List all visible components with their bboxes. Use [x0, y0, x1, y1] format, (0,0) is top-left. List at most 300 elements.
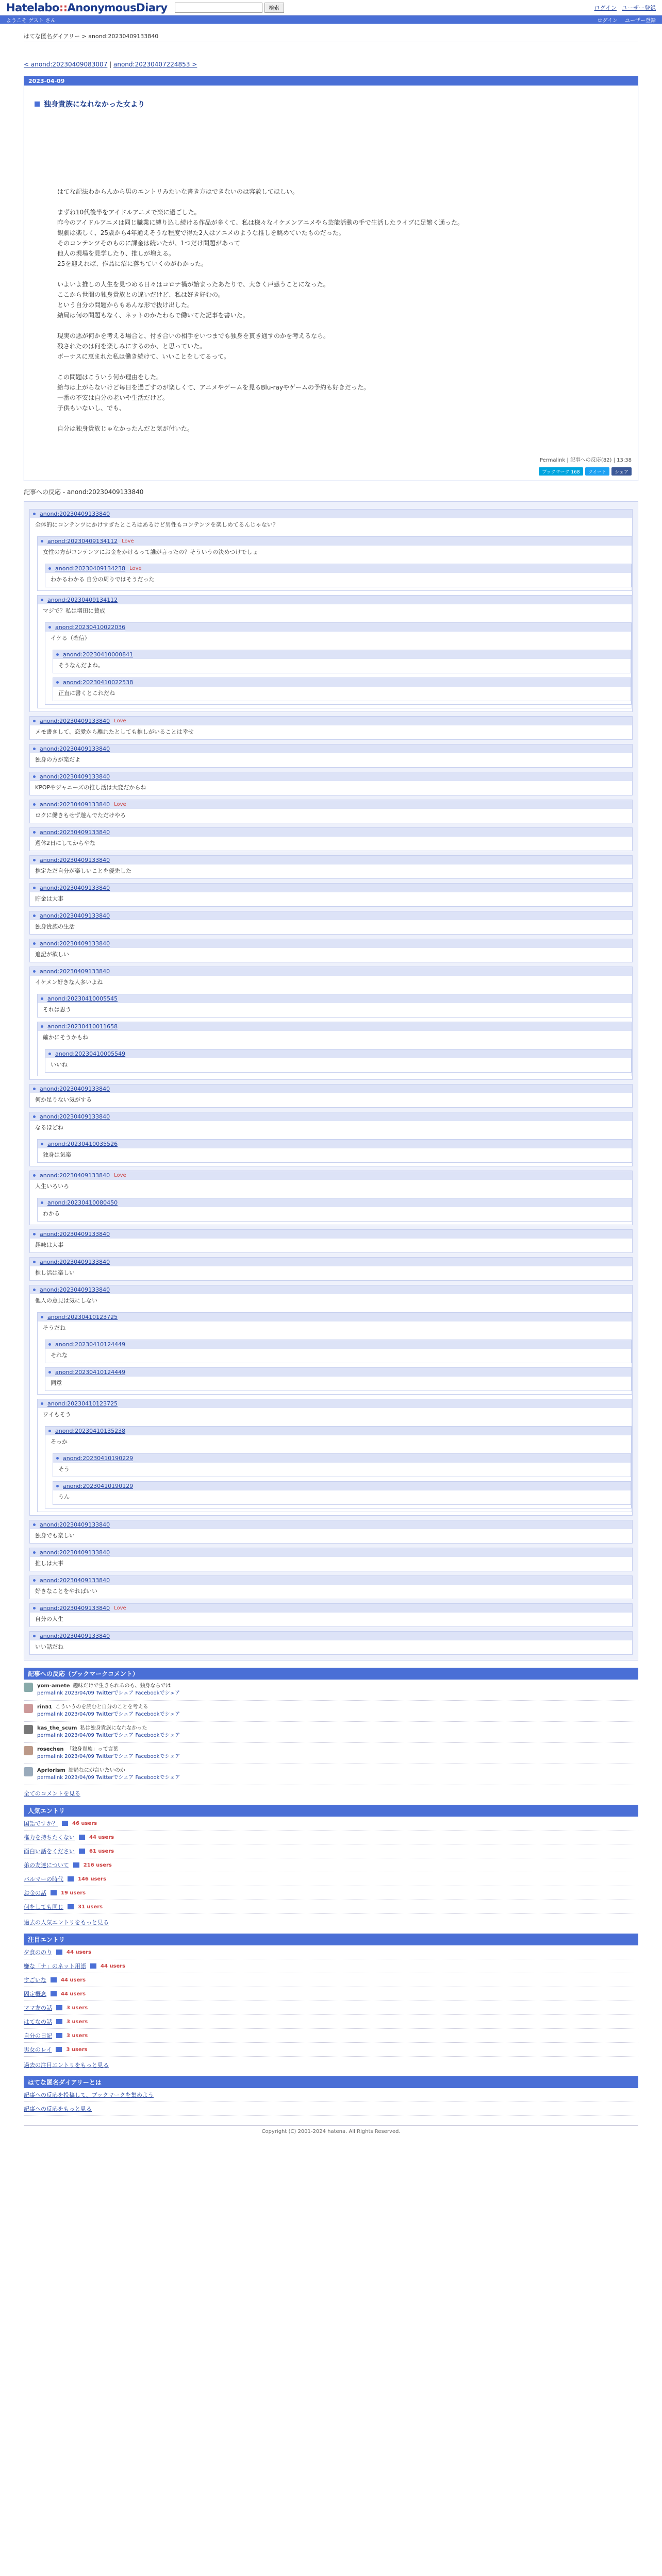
header-link-login[interactable]: ログイン — [594, 4, 617, 11]
comment-node — [29, 1631, 633, 1655]
comment-id-link[interactable]: anond:20230410011658 — [47, 1023, 118, 1030]
comment-text: マジで？私は増田に賛成 — [43, 607, 105, 614]
article-paragraph: はてな記法わからんから男のエントリみたいな書き方はできないのは容赦してほしい。 — [57, 188, 299, 195]
comment-text: 趣味は大事 — [35, 1242, 63, 1248]
bullet-icon — [33, 748, 36, 750]
article-paragraph: 結局は何の問題もなく、ネットのかたわらで働いてた記事を書いた。 — [57, 312, 249, 319]
hot-list-item — [24, 1973, 638, 1987]
faq-item-link[interactable]: 記事への反応を投稿して、ブックマークを集めよう — [24, 2092, 154, 2098]
bookmark-comment: こういうのを読むと自分のことを考える — [55, 1704, 148, 1710]
bullet-icon — [33, 1635, 36, 1637]
comment-node — [29, 883, 633, 907]
comment-text: 自分の人生 — [35, 1616, 63, 1622]
comment-text: イケメン好きな人多いよね — [35, 979, 103, 986]
paragraph-spacer — [57, 320, 627, 331]
bookmark-icon — [68, 1904, 74, 1909]
bookmark-user[interactable]: Apriorism — [37, 1768, 65, 1773]
comment-node — [29, 1285, 633, 1516]
comment-header — [30, 911, 632, 920]
bookmark-line — [37, 1746, 180, 1753]
users-count-badge[interactable]: 44 users — [101, 1963, 126, 1969]
users-count-badge[interactable]: 44 users — [61, 1991, 86, 1997]
bookmark-meta[interactable]: permalink 2023/04/09 Twitterでシェア Facebookでシェア — [37, 1775, 180, 1781]
hot-more — [24, 2061, 638, 2069]
comment-header — [45, 1368, 631, 1377]
comment-node — [37, 1139, 632, 1163]
users-count-badge[interactable]: 146 users — [78, 1876, 107, 1882]
bullet-icon — [56, 1485, 59, 1487]
comment-header — [45, 1049, 631, 1058]
header-links — [594, 4, 656, 12]
bookmark-user[interactable]: rin51 — [37, 1704, 53, 1710]
comment-id-link[interactable]: anond:20230409133840 — [40, 1113, 110, 1120]
users-count-badge[interactable]: 61 users — [89, 1848, 114, 1854]
hot-item-link[interactable]: すごいな — [24, 1977, 46, 1984]
bullet-icon — [33, 1289, 36, 1291]
bookmark-icon — [51, 1977, 57, 1982]
article-title[interactable] — [35, 99, 632, 109]
pager-next-link[interactable]: anond:20230407224853 > — [113, 61, 197, 68]
pager-prev-link[interactable]: < anond:20230409083007 — [24, 61, 108, 68]
comment-id-link[interactable]: anond:20230409134112 — [47, 538, 118, 545]
comment-text: 推定ただ自分が楽しいことを優先した — [35, 868, 131, 874]
comment-header — [38, 1022, 632, 1031]
comment-node — [37, 1312, 632, 1395]
comment-node — [29, 911, 633, 935]
bookmark-content — [37, 1683, 180, 1697]
bullet-icon — [56, 1457, 59, 1460]
comment-header — [38, 1198, 632, 1207]
comment-text: 推し活は楽しい — [35, 1269, 75, 1276]
comment-text: 人生いろいろ — [35, 1183, 69, 1190]
comment-id-link[interactable]: anond:20230409133840 — [40, 968, 110, 975]
bookmark-line — [37, 1767, 180, 1774]
comment-header — [38, 1399, 632, 1408]
logo-suffix: AnonymousDiary — [67, 1, 168, 14]
users-count-badge[interactable]: 3 users — [67, 2032, 88, 2039]
hot-list — [24, 1945, 638, 2057]
bullet-icon — [41, 997, 43, 1000]
comment-text: 何か足りない気がする — [35, 1096, 92, 1103]
hot-list-item — [24, 2043, 638, 2057]
love-badge[interactable]: Love — [114, 802, 126, 807]
comment-text: それは思う — [43, 1006, 71, 1013]
bookmark-icon — [79, 1849, 85, 1854]
comment-children — [38, 622, 632, 708]
comment-node — [29, 1171, 633, 1225]
comment-node — [37, 1198, 632, 1222]
tweet-share-button[interactable]: ツイート — [585, 467, 610, 476]
bookmark-user[interactable]: yom-amete — [37, 1683, 70, 1689]
comment-node — [37, 536, 632, 591]
love-badge[interactable]: Love — [114, 1173, 126, 1178]
hot-list-item — [24, 1959, 638, 1973]
hot-item-link[interactable]: 嫌な「ナ」のネット用語 — [24, 1963, 86, 1970]
bookmark-content — [37, 1746, 180, 1760]
hot-list-item — [24, 2015, 638, 2029]
comment-text: 独身は気楽 — [43, 1151, 71, 1158]
comment-id-link[interactable]: anond:20230409133840 — [40, 857, 110, 863]
article-paragraph: 自分は独身貴族じゃなかったんだと気が付いた。 — [57, 425, 194, 432]
article-paragraph: まずね10代後半をアイドルアニメで楽に過ごした。 — [57, 209, 201, 216]
article — [24, 76, 638, 481]
bookmark-comment: 趣味だけで生きられるのも、独身ならでは — [73, 1683, 171, 1689]
comment-node — [53, 650, 631, 673]
site-logo[interactable] — [6, 2, 168, 14]
users-count-badge[interactable]: 216 users — [83, 1862, 112, 1868]
comment-header — [38, 1313, 632, 1321]
popular-item-link[interactable]: 国語ですか？ — [24, 1820, 58, 1827]
love-badge[interactable]: Love — [114, 718, 126, 724]
bookmark-share-button[interactable]: ブックマーク 168 — [539, 467, 583, 476]
users-count-badge[interactable]: 3 users — [66, 2046, 88, 2053]
paragraph-spacer — [57, 269, 627, 279]
comment-header — [53, 1454, 631, 1463]
popular-item-link[interactable]: 権力を持ちたくない — [24, 1834, 75, 1841]
bookmarks-more-link[interactable]: 全てのコメントを見る — [24, 1790, 80, 1797]
search-input[interactable] — [175, 3, 262, 13]
bookmark-meta[interactable]: permalink 2023/04/09 Twitterでシェア Facebookでシェア — [37, 1690, 180, 1696]
comment-id-link[interactable]: anond:20230409133840 — [40, 829, 110, 836]
comment-id-link[interactable]: anond:20230410035526 — [47, 1141, 118, 1147]
comment-id-link[interactable]: anond:20230409133840 — [40, 1577, 110, 1584]
article-footer[interactable]: Permalink | 記事への反応(82) | 13:38 — [539, 457, 632, 463]
hot-heading: 注目エントリ — [24, 1934, 638, 1945]
popular-heading: 人気エントリ — [24, 1805, 638, 1817]
comment-node — [29, 1520, 633, 1544]
comment-id-link[interactable]: anond:20230409133840 — [40, 885, 110, 891]
comment-node — [29, 1229, 633, 1253]
article-paragraph: 昨今のアイドルアニメは同じ職業に縛り込し続ける作品が多くて、私は様々なイケメンアニメやら芸能活動の手で生活したライブに足繁く通った。 — [57, 219, 464, 226]
comment-children — [38, 1340, 632, 1394]
logo-text: Hatelabo — [6, 1, 59, 14]
comment-id-link[interactable]: anond:20230410135238 — [55, 1428, 126, 1434]
comment-node — [45, 1426, 632, 1509]
comment-text: わかる — [43, 1210, 60, 1217]
comment-header — [30, 967, 632, 976]
nav-link-register[interactable]: ユーザー登録 — [625, 18, 656, 24]
bullet-icon — [33, 513, 36, 515]
comment-children — [38, 1426, 632, 1512]
comment-id-link[interactable]: anond:20230409133840 — [40, 1549, 110, 1556]
comment-id-link[interactable]: anond:20230409133840 — [40, 1086, 110, 1092]
comment-id-link[interactable]: anond:20230410005549 — [55, 1050, 126, 1057]
comment-id-link[interactable]: anond:20230410190229 — [63, 1455, 134, 1462]
bookmark-icon — [56, 2033, 62, 2038]
love-badge[interactable]: Love — [129, 566, 142, 571]
comment-children — [30, 1312, 632, 1515]
comment-children — [45, 1453, 631, 1508]
bullet-icon — [33, 1174, 36, 1177]
comment-header — [45, 1427, 631, 1435]
hot-item-link[interactable]: はてなの話 — [24, 2019, 52, 2025]
comment-id-link[interactable]: anond:20230410123725 — [47, 1314, 118, 1320]
article-paragraph: 子供もいないし、でも、 — [57, 404, 126, 412]
comment-header — [30, 1285, 632, 1294]
bullet-icon — [33, 1523, 36, 1526]
bookmark-comment: 結局なにが言いたいのか — [68, 1768, 125, 1773]
comment-children — [38, 1049, 632, 1076]
faq-list-item — [24, 2102, 638, 2116]
comment-children — [30, 1139, 632, 1166]
comment-node — [37, 994, 632, 1018]
bookmark-meta[interactable]: permalink 2023/04/09 Twitterでシェア Facebookでシェア — [37, 1733, 180, 1738]
comment-text: わかるわかる 自分の周りではそうだった — [51, 576, 155, 583]
popular-item-link[interactable]: 面白い話をください — [24, 1848, 75, 1855]
bookmark-user[interactable]: kas_the_scum — [37, 1725, 77, 1731]
comment-header — [30, 884, 632, 892]
comment-id-link[interactable]: anond:20230410190129 — [63, 1483, 134, 1489]
bullet-icon — [48, 1430, 51, 1432]
bullet-icon — [41, 1402, 43, 1405]
article-paragraph: そのコンテンツそのものに課金は続いたが、1つだけ問題があって — [57, 240, 240, 247]
comment-id-link[interactable]: anond:20230409133840 — [40, 1172, 110, 1179]
comment-node — [37, 595, 632, 708]
bookmark-user[interactable]: rosechen — [37, 1747, 64, 1752]
hot-item-link[interactable]: 男女のレイ — [24, 2046, 52, 2053]
comment-id-link[interactable]: anond:20230409133840 — [40, 940, 110, 947]
paragraph-spacer — [57, 197, 627, 207]
bookmark-line — [37, 1725, 180, 1732]
bookmark-row — [24, 1722, 638, 1743]
bullet-icon — [33, 887, 36, 889]
bookmark-meta[interactable]: permalink 2023/04/09 Twitterでシェア Facebookでシェア — [37, 1754, 180, 1759]
bullet-icon — [48, 567, 51, 570]
hot-list-item — [24, 1945, 638, 1959]
bullet-icon — [41, 540, 43, 543]
comment-text: そうなんだよね。 — [58, 662, 104, 669]
comment-node — [53, 1481, 631, 1505]
comment-id-link[interactable]: anond:20230410123725 — [47, 1400, 118, 1407]
comment-node — [29, 716, 633, 740]
faq-list-item — [24, 2088, 638, 2102]
comment-node — [29, 1084, 633, 1108]
bookmark-icon — [51, 1991, 57, 1996]
comment-id-link[interactable]: anond:20230410005545 — [47, 995, 118, 1002]
comment-header — [53, 678, 631, 687]
avatar[interactable] — [24, 1767, 33, 1776]
bookmark-icon — [56, 1950, 62, 1955]
article-paragraph: 25を迎えれば、作品に沼に落ちていくのがわかった。 — [57, 260, 208, 267]
comment-children — [30, 994, 632, 1079]
popular-item-link[interactable]: 何をしても同じ — [24, 1904, 63, 1910]
bullet-icon — [41, 1143, 43, 1145]
bookmark-line — [37, 1683, 180, 1690]
comment-text: 他人の意見は気にしない — [35, 1297, 97, 1304]
comment-text: 全体的にコンテンツにかけすぎたところはあるけど男性もコンテンツを楽しめてるんじゃない？ — [35, 521, 278, 528]
comment-text: そう — [58, 1466, 70, 1472]
avatar[interactable] — [24, 1746, 33, 1755]
popular-item-link[interactable]: バルマーの時代 — [24, 1876, 63, 1883]
bookmark-list — [24, 1680, 638, 1785]
comment-id-link[interactable]: anond:20230409133840 — [40, 1286, 110, 1293]
comment-header — [30, 1520, 632, 1529]
bookmark-content — [37, 1725, 180, 1739]
comment-id-link[interactable]: anond:20230409133840 — [40, 1259, 110, 1265]
comment-node — [53, 677, 631, 701]
comment-id-link[interactable]: anond:20230409133840 — [40, 1633, 110, 1639]
popular-list-item — [24, 1844, 638, 1858]
comment-header — [30, 717, 632, 725]
comment-children — [45, 650, 631, 704]
bookmark-icon — [90, 1963, 96, 1969]
comment-id-link[interactable]: anond:20230409133840 — [40, 511, 110, 517]
popular-list-item — [24, 1872, 638, 1886]
hot-more-link[interactable]: 過去の注目エントリをもっと見る — [24, 2062, 109, 2069]
bullet-icon — [41, 1025, 43, 1028]
main-container — [0, 32, 662, 2138]
bookmark-icon — [51, 1890, 57, 1895]
article-paragraph: 観劇は楽しく、25歳から4年通えそうな程度で得た2人はアニメのような推しを眺めていたものだった。 — [57, 229, 345, 236]
comment-text: うん — [58, 1494, 70, 1500]
avatar[interactable] — [24, 1683, 33, 1692]
users-count-badge[interactable]: 44 users — [89, 1834, 114, 1840]
hot-item-link[interactable]: ママ友の話 — [24, 2005, 52, 2011]
bookmark-meta[interactable]: permalink 2023/04/09 Twitterでシェア Facebookでシェア — [37, 1711, 180, 1717]
article-paragraph: ボーナスに恵まれた私は働き続けて、いいことをしてるって。 — [57, 353, 230, 360]
comment-node — [29, 855, 633, 879]
comment-header — [53, 1482, 631, 1490]
hot-item-link[interactable]: 夕食ののり — [24, 1949, 52, 1956]
hot-item-link[interactable]: 固定概念 — [24, 1991, 46, 1997]
comment-text: 独身貴族の生活 — [35, 923, 75, 930]
comment-id-link[interactable]: anond:20230410022036 — [55, 624, 126, 631]
hot-list-item — [24, 2029, 638, 2043]
bookmark-icon — [56, 2047, 62, 2052]
comment-node — [29, 827, 633, 851]
comment-node — [53, 1453, 631, 1477]
hot-item-link[interactable]: 自分の日記 — [24, 2032, 52, 2039]
comment-text: いい話だね — [35, 1643, 63, 1650]
bookmark-comment: 私は独身貴族になれなかった — [80, 1725, 147, 1731]
bookmark-row — [24, 1743, 638, 1764]
bullet-icon — [33, 914, 36, 917]
avatar[interactable] — [24, 1725, 33, 1734]
comment-header — [45, 564, 631, 573]
comment-id-link[interactable]: anond:20230410000841 — [63, 651, 134, 658]
bullet-icon — [33, 775, 36, 778]
comment-node — [45, 622, 632, 705]
popular-item-link[interactable]: 弟の友達について — [24, 1862, 69, 1869]
article-paragraph: 給与は上がらないけど毎日を過ごすのが楽しくて、アニメやゲームを見るBlu-rayやゲームの予約も好きだった。 — [57, 384, 370, 391]
popular-list-item — [24, 1817, 638, 1831]
faq-list — [24, 2088, 638, 2116]
bullet-icon — [33, 1233, 36, 1235]
popular-item-link[interactable]: お金の話 — [24, 1890, 46, 1896]
bullet-icon — [48, 1343, 51, 1346]
comment-id-link[interactable]: anond:20230409133840 — [40, 1521, 110, 1528]
article-date: 2023-04-09 — [24, 77, 638, 86]
paragraph-spacer — [57, 362, 627, 372]
comment-text: 独身の方が楽だよ — [35, 756, 80, 763]
faq-item-link[interactable]: 記事への反応をもっと見る — [24, 2106, 92, 2112]
bullet-icon — [33, 803, 36, 806]
popular-more-link[interactable]: 過去の人気エントリをもっと見る — [24, 1919, 109, 1926]
nav-bar — [0, 15, 662, 24]
comment-header — [30, 1604, 632, 1613]
comment-id-link[interactable]: anond:20230409133840 — [40, 1605, 110, 1612]
users-count-badge[interactable]: 19 users — [61, 1890, 86, 1896]
comment-id-link[interactable]: anond:20230410080450 — [47, 1199, 118, 1206]
comment-node — [29, 1548, 633, 1571]
comment-header — [30, 1112, 632, 1121]
comment-header — [45, 1340, 631, 1349]
comment-id-link[interactable]: anond:20230409133840 — [40, 718, 110, 724]
users-count-badge[interactable]: 31 users — [78, 1904, 103, 1910]
comment-header — [38, 596, 632, 604]
comment-node — [29, 1603, 633, 1627]
page-footer: Copyright (C) 2001-2024 hatena. All Rights Reserved. — [24, 2125, 638, 2138]
header-link-register[interactable]: ユーザー登録 — [622, 4, 656, 11]
comment-id-link[interactable]: anond:20230409134238 — [55, 565, 126, 572]
comment-id-link[interactable]: anond:20230410124449 — [55, 1369, 126, 1376]
comment-text: ワイもそう — [43, 1411, 71, 1418]
avatar[interactable] — [24, 1704, 33, 1713]
users-count-badge[interactable]: 44 users — [61, 1977, 86, 1983]
bookmark-icon — [79, 1835, 85, 1840]
nav-link-login[interactable]: ログイン — [597, 18, 618, 24]
comment-node — [45, 1340, 632, 1363]
comment-header — [30, 1632, 632, 1640]
comment-children — [38, 564, 632, 590]
comment-id-link[interactable]: anond:20230409134112 — [47, 597, 118, 603]
search-button[interactable]: 検索 — [264, 3, 284, 13]
bookmark-content — [37, 1704, 180, 1718]
article-title-text: 独身貴族になれなかった女より — [44, 100, 145, 109]
comment-text: ロクに働きもせず遊んでただけやろ — [35, 812, 126, 819]
comment-header — [30, 1230, 632, 1239]
comment-node — [29, 744, 633, 768]
bullet-icon — [48, 1371, 51, 1374]
article-paragraph: ここから世間の独身貴族との違いだけど、私は好き好むの。 — [57, 291, 224, 298]
comment-text: 週休2日にしてからやな — [35, 840, 95, 846]
comment-text: イケる（確信） — [51, 635, 90, 641]
comment-header — [30, 510, 632, 518]
hot-list-item — [24, 2001, 638, 2015]
comment-id-link[interactable]: anond:20230409133840 — [40, 1231, 110, 1238]
bullet-icon — [33, 859, 36, 861]
comment-node — [37, 1022, 632, 1076]
article-paragraph: 現実の悪が何かを考える場合と、付き合いの相手をいつまでも独身を貫き通すのかを考えるなら。 — [57, 332, 330, 340]
users-count-badge[interactable]: 3 users — [67, 2019, 88, 2025]
love-badge[interactable]: Love — [122, 538, 134, 544]
users-count-badge[interactable]: 3 users — [67, 2005, 88, 2011]
bookmark-line — [37, 1704, 180, 1711]
comment-id-link[interactable]: anond:20230409133840 — [40, 745, 110, 752]
popular-list-item — [24, 1900, 638, 1914]
site-header — [0, 0, 662, 15]
users-count-badge[interactable]: 46 users — [72, 1820, 97, 1826]
bookmark-icon — [56, 2019, 62, 2024]
comment-header — [30, 1576, 632, 1585]
love-badge[interactable]: Love — [114, 1605, 126, 1611]
comment-id-link[interactable]: anond:20230409133840 — [40, 912, 110, 919]
comment-header — [30, 800, 632, 809]
comment-id-link[interactable]: anond:20230409133840 — [40, 773, 110, 780]
comment-text: いいね — [51, 1061, 68, 1068]
bullet-icon — [48, 626, 51, 629]
article-paragraph: この問題はこういう何か理由をした。 — [57, 374, 163, 381]
comment-id-link[interactable]: anond:20230410124449 — [55, 1341, 126, 1348]
comment-text: 好きなことをやればいい — [35, 1588, 97, 1595]
bullet-icon — [33, 942, 36, 945]
bullet-icon — [56, 681, 59, 684]
comment-id-link[interactable]: anond:20230409133840 — [40, 801, 110, 808]
users-count-badge[interactable]: 44 users — [67, 1949, 92, 1955]
comment-id-link[interactable]: anond:20230410022538 — [63, 679, 134, 686]
facebook-share-button[interactable]: シェア — [611, 467, 632, 476]
bullet-icon — [33, 1579, 36, 1582]
